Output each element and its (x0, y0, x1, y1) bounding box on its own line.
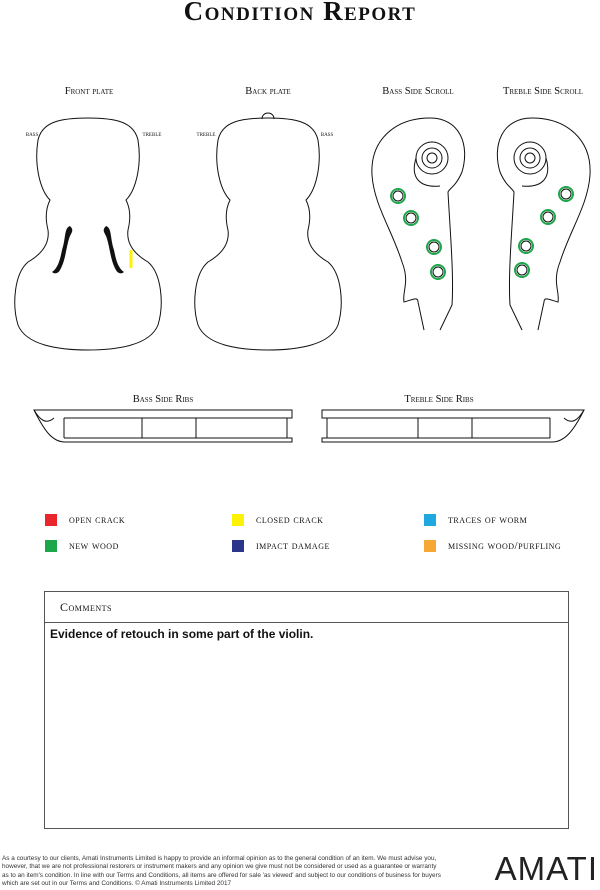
comments-text[interactable]: Evidence of retouch in some part of the violin. (50, 627, 314, 641)
legend-impact-damage (232, 539, 330, 553)
legend-missing-wood (424, 539, 561, 553)
front-plate-label: Front plate (64, 86, 114, 97)
open-crack-swatch (45, 514, 57, 526)
disclaimer-text: As a courtesy to our clients, Amati Instruments Limited is happy to provide an informal opinion as to the general condition of an item. We must advise you, however, that we are not professional restorers or instrument makers and any opinion we give must not be considered or used as a guarantee or warranty as to an item's condition. In line with our Terms and Conditions, all items are offered for sale 'as viewed' and subject to our conditions of business for buyers which are set out in our Terms and Conditions. © Amati Instruments Limited 2017 (2, 855, 441, 888)
bass-scroll-label: Bass Side Scroll (382, 86, 454, 97)
legend-label: new wood (69, 540, 119, 552)
comments-box (44, 591, 569, 829)
impact-damage-swatch (232, 540, 244, 552)
legend-new-wood (45, 539, 119, 553)
treble-ribs-label: Treble Side Ribs (404, 394, 474, 405)
back-plate-label: Back plate (245, 86, 291, 97)
page-title: Condition Report (183, 0, 417, 26)
legend-traces-of-worm (424, 513, 527, 527)
front-plate-outline (15, 118, 161, 350)
treble-scroll-new-wood-marks (515, 187, 573, 277)
treble-scroll-pegholes (517, 189, 571, 275)
front-treble-label: treble (142, 130, 162, 138)
legend-label: open crack (69, 514, 126, 526)
back-treble-label: treble (196, 130, 216, 138)
legend-label: impact damage (256, 540, 330, 552)
closed-crack-swatch (232, 514, 244, 526)
bass-ribs-label: Bass Side Ribs (132, 394, 194, 405)
bass-scroll-outline (372, 118, 465, 330)
bass-scroll-new-wood-marks (391, 189, 445, 279)
treble-scroll-outline (497, 118, 590, 330)
bass-scroll-pegholes (393, 191, 443, 277)
traces-of-worm-swatch (424, 514, 436, 526)
back-plate-outline (195, 113, 341, 350)
front-bass-label: bass (25, 130, 39, 138)
legend-label: missing wood/purfling (448, 540, 562, 552)
legend-closed-crack (232, 513, 323, 527)
comments-heading: Comments (45, 592, 568, 623)
back-bass-label: bass (320, 130, 334, 138)
treble-scroll-label: Treble Side Scroll (502, 86, 584, 97)
f-holes (52, 226, 124, 273)
treble-ribs-outline (322, 410, 584, 442)
new-wood-swatch (45, 540, 57, 552)
missing-wood-swatch (424, 540, 436, 552)
legend-label: closed crack (256, 514, 324, 526)
bass-ribs-outline (34, 410, 292, 442)
legend-label: traces of worm (448, 514, 528, 526)
amati-logo: AMATI (494, 850, 598, 887)
legend-open-crack (45, 513, 125, 527)
